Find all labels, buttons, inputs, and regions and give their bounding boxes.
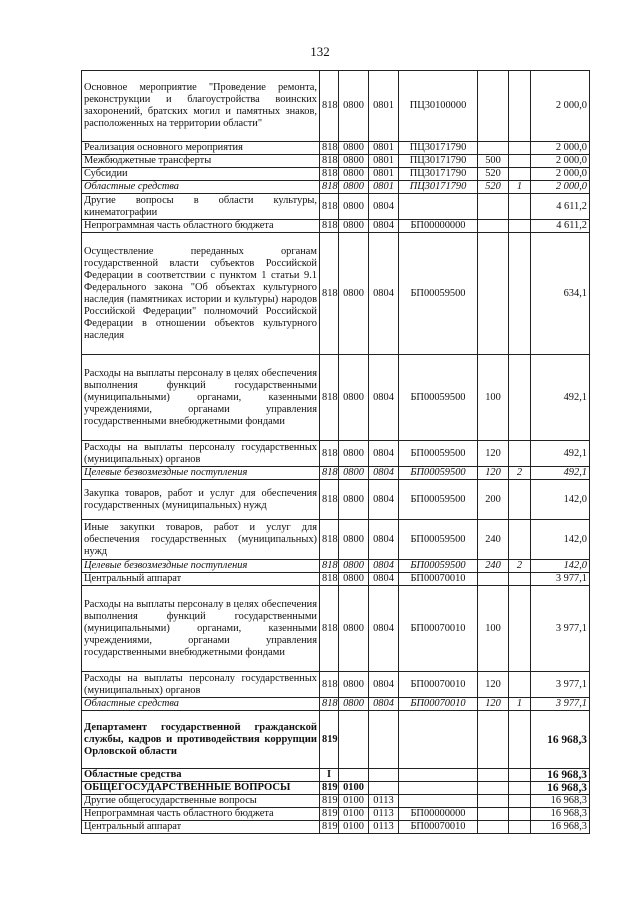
page-number: 132 [310, 44, 330, 59]
admin-code-cell: 818 [320, 672, 339, 698]
admin-code-cell: 819 [320, 782, 339, 795]
subsection-code-cell: 0804 [369, 586, 399, 672]
funding-source-cell [509, 573, 531, 586]
target-article-cell: ПЦ30171790 [399, 155, 478, 168]
expense-name-cell: Департамент государственной гражданской службы, кадров и противодействия коррупции Орловской области [82, 711, 320, 769]
amount-cell: 16 968,3 [531, 769, 590, 782]
target-article-cell: ПЦ30171790 [399, 142, 478, 155]
amount-cell: 142,0 [531, 480, 590, 520]
admin-code-cell: 818 [320, 142, 339, 155]
subsection-code-cell: 0804 [369, 480, 399, 520]
target-article-cell: ПЦ30100000 [399, 71, 478, 142]
expense-type-cell: 120 [478, 467, 509, 480]
target-article-cell: БП00059500 [399, 520, 478, 560]
target-article-cell: БП00070010 [399, 672, 478, 698]
funding-source-cell [509, 233, 531, 355]
expense-type-cell [478, 808, 509, 821]
amount-cell: 4 611,2 [531, 194, 590, 220]
expense-name-cell: Другие общегосударственные вопросы [82, 795, 320, 808]
funding-source-cell [509, 782, 531, 795]
admin-code-cell: 818 [320, 233, 339, 355]
expense-type-cell: 100 [478, 355, 509, 441]
target-article-cell: БП00070010 [399, 821, 478, 834]
expense-type-cell [478, 711, 509, 769]
target-article-cell: БП00000000 [399, 220, 478, 233]
section-code-cell: 0100 [339, 795, 369, 808]
section-code-cell: 0800 [339, 586, 369, 672]
section-code-cell: 0800 [339, 220, 369, 233]
table-row [82, 155, 590, 168]
table-row [82, 233, 590, 355]
admin-code-cell: 819 [320, 808, 339, 821]
table-row [82, 782, 590, 795]
admin-code-cell: 819 [320, 821, 339, 834]
table-row [82, 560, 590, 573]
funding-source-cell: 1 [509, 181, 531, 194]
funding-source-cell [509, 194, 531, 220]
amount-cell: 16 968,3 [531, 795, 590, 808]
subsection-code-cell: 0113 [369, 808, 399, 821]
funding-source-cell [509, 672, 531, 698]
subsection-code-cell [369, 711, 399, 769]
target-article-cell [399, 769, 478, 782]
expense-type-cell [478, 71, 509, 142]
admin-code-cell: 818 [320, 441, 339, 467]
subsection-code-cell [369, 782, 399, 795]
expense-type-cell [478, 220, 509, 233]
section-code-cell: 0800 [339, 71, 369, 142]
amount-cell: 4 611,2 [531, 220, 590, 233]
subsection-code-cell: 0804 [369, 520, 399, 560]
funding-source-cell [509, 220, 531, 233]
section-code-cell: 0800 [339, 355, 369, 441]
funding-source-cell [509, 808, 531, 821]
amount-cell: 16 968,3 [531, 808, 590, 821]
expense-type-cell [478, 821, 509, 834]
target-article-cell: БП00000000 [399, 808, 478, 821]
table-row [82, 441, 590, 467]
table-row [82, 586, 590, 672]
expense-type-cell [478, 795, 509, 808]
target-article-cell: БП00070010 [399, 586, 478, 672]
section-code-cell: 0100 [339, 821, 369, 834]
expense-name-cell: ОБЩЕГОСУДАРСТВЕННЫЕ ВОПРОСЫ [82, 782, 320, 795]
expense-type-cell: 200 [478, 480, 509, 520]
expense-type-cell [478, 573, 509, 586]
subsection-code-cell [369, 769, 399, 782]
funding-source-cell: 1 [509, 698, 531, 711]
section-code-cell: 0800 [339, 573, 369, 586]
admin-code-cell: 818 [320, 573, 339, 586]
section-code-cell: 0800 [339, 520, 369, 560]
funding-source-cell: 2 [509, 560, 531, 573]
expense-type-cell: 120 [478, 441, 509, 467]
table-row [82, 808, 590, 821]
expense-name-cell: Реализация основного мероприятия [82, 142, 320, 155]
section-code-cell: 0800 [339, 233, 369, 355]
expense-name-cell: Расходы на выплаты персоналу государственных (муниципальных) органов [82, 672, 320, 698]
expense-name-cell: Осуществление переданных органам государственной власти субъектов Российской Федерации в соответствии с пунктом 1 статьи 9.1 Федерального закона "Об объектах культурного наследия (памятниках истории и культуры) народов Российской Федерации" полномочий Российской Федерации в отношении объектов культурного наследия [82, 233, 320, 355]
expense-name-cell: Центральный аппарат [82, 821, 320, 834]
amount-cell: 2 000,0 [531, 168, 590, 181]
subsection-code-cell: 0804 [369, 698, 399, 711]
table-row [82, 821, 590, 834]
target-article-cell [399, 711, 478, 769]
subsection-code-cell: 0804 [369, 573, 399, 586]
admin-code-cell: 818 [320, 467, 339, 480]
expense-name-cell: Непрограммная часть областного бюджета [82, 808, 320, 821]
target-article-cell: БП00059500 [399, 480, 478, 520]
admin-code-cell: 819 [320, 795, 339, 808]
amount-cell: 3 977,1 [531, 573, 590, 586]
amount-cell: 2 000,0 [531, 142, 590, 155]
admin-code-cell: 818 [320, 586, 339, 672]
target-article-cell: БП00059500 [399, 233, 478, 355]
expense-name-cell: Центральный аппарат [82, 573, 320, 586]
admin-code-cell: 819 [320, 711, 339, 769]
section-code-cell: 0800 [339, 155, 369, 168]
funding-source-cell [509, 355, 531, 441]
expense-type-cell: 520 [478, 168, 509, 181]
section-code-cell: 0800 [339, 441, 369, 467]
funding-source-cell [509, 586, 531, 672]
admin-code-cell: 818 [320, 560, 339, 573]
expense-type-cell [478, 782, 509, 795]
subsection-code-cell: 0804 [369, 441, 399, 467]
subsection-code-cell: 0113 [369, 821, 399, 834]
expense-name-cell: Расходы на выплаты персоналу в целях обеспечения выполнения функций государственными (муниципальными) органами, казенными учреждениями, органами управления государственными внебюджетными фондами [82, 355, 320, 441]
table-row [82, 769, 590, 782]
expense-type-cell: 500 [478, 155, 509, 168]
amount-cell: 16 968,3 [531, 821, 590, 834]
subsection-code-cell: 0113 [369, 795, 399, 808]
target-article-cell: БП00059500 [399, 560, 478, 573]
table-row [82, 168, 590, 181]
amount-cell: 634,1 [531, 233, 590, 355]
expense-name-cell: Целевые безвозмездные поступления [82, 467, 320, 480]
funding-source-cell: 2 [509, 467, 531, 480]
funding-source-cell [509, 520, 531, 560]
expense-name-cell: Целевые безвозмездные поступления [82, 560, 320, 573]
amount-cell: 2 000,0 [531, 155, 590, 168]
section-code-cell: 0800 [339, 181, 369, 194]
admin-code-cell: 818 [320, 194, 339, 220]
table-row [82, 672, 590, 698]
expense-type-cell: 240 [478, 560, 509, 573]
expense-name-cell: Областные средства [82, 698, 320, 711]
funding-source-cell [509, 795, 531, 808]
table-row [82, 220, 590, 233]
admin-code-cell: 818 [320, 71, 339, 142]
table-row [82, 480, 590, 520]
funding-source-cell [509, 480, 531, 520]
amount-cell: 492,1 [531, 467, 590, 480]
subsection-code-cell: 0804 [369, 355, 399, 441]
funding-source-cell [509, 769, 531, 782]
section-code-cell: 0800 [339, 194, 369, 220]
funding-source-cell [509, 441, 531, 467]
expense-type-cell: 520 [478, 181, 509, 194]
subsection-code-cell: 0804 [369, 467, 399, 480]
expense-type-cell [478, 769, 509, 782]
target-article-cell: БП00070010 [399, 573, 478, 586]
expense-type-cell [478, 142, 509, 155]
amount-cell: 3 977,1 [531, 586, 590, 672]
table-row [82, 573, 590, 586]
admin-code-cell: 818 [320, 168, 339, 181]
expense-type-cell: 240 [478, 520, 509, 560]
table-row [82, 142, 590, 155]
subsection-code-cell: 0804 [369, 233, 399, 355]
table-row [82, 355, 590, 441]
admin-code-cell: 818 [320, 181, 339, 194]
subsection-code-cell: 0801 [369, 168, 399, 181]
expense-type-cell [478, 194, 509, 220]
target-article-cell [399, 194, 478, 220]
expense-type-cell: 120 [478, 698, 509, 711]
funding-source-cell [509, 711, 531, 769]
amount-cell: 16 968,3 [531, 782, 590, 795]
subsection-code-cell: 0804 [369, 194, 399, 220]
expense-name-cell: Другие вопросы в области культуры, кинематографии [82, 194, 320, 220]
expense-name-cell: Расходы на выплаты персоналу государственных (муниципальных) органов [82, 441, 320, 467]
table-row [82, 698, 590, 711]
amount-cell: 2 000,0 [531, 71, 590, 142]
amount-cell: 492,1 [531, 355, 590, 441]
target-article-cell: БП00059500 [399, 441, 478, 467]
subsection-code-cell: 0801 [369, 71, 399, 142]
expense-type-cell: 100 [478, 586, 509, 672]
target-article-cell [399, 782, 478, 795]
section-code-cell: 0800 [339, 467, 369, 480]
table-row [82, 194, 590, 220]
funding-source-cell [509, 821, 531, 834]
table-row [82, 181, 590, 194]
target-article-cell: БП00059500 [399, 467, 478, 480]
amount-cell: 142,0 [531, 560, 590, 573]
subsection-code-cell: 0801 [369, 155, 399, 168]
expense-type-cell [478, 233, 509, 355]
budget-table-body [82, 71, 590, 834]
amount-cell: 492,1 [531, 441, 590, 467]
expense-name-cell: Областные средства [82, 769, 320, 782]
section-code-cell: 0100 [339, 808, 369, 821]
expense-name-cell: Субсидии [82, 168, 320, 181]
target-article-cell: ПЦ30171790 [399, 181, 478, 194]
funding-source-cell [509, 168, 531, 181]
subsection-code-cell: 0801 [369, 181, 399, 194]
table-row [82, 795, 590, 808]
admin-code-cell: 818 [320, 220, 339, 233]
target-article-cell: ПЦ30171790 [399, 168, 478, 181]
admin-code-cell: 818 [320, 520, 339, 560]
target-article-cell: БП00070010 [399, 698, 478, 711]
admin-code-cell: I [320, 769, 339, 782]
section-code-cell [339, 711, 369, 769]
subsection-code-cell: 0804 [369, 220, 399, 233]
amount-cell: 3 977,1 [531, 672, 590, 698]
subsection-code-cell: 0801 [369, 142, 399, 155]
admin-code-cell: 818 [320, 155, 339, 168]
amount-cell: 3 977,1 [531, 698, 590, 711]
expense-name-cell: Областные средства [82, 181, 320, 194]
admin-code-cell: 818 [320, 480, 339, 520]
expense-name-cell: Расходы на выплаты персоналу в целях обеспечения выполнения функций государственными (муниципальными) органами, казенными учреждениями, органами управления государственными внебюджетными фондами [82, 586, 320, 672]
section-code-cell: 0100 [339, 782, 369, 795]
expense-name-cell: Закупка товаров, работ и услуг для обеспечения государственных (муниципальных) нужд [82, 480, 320, 520]
funding-source-cell [509, 155, 531, 168]
funding-source-cell [509, 142, 531, 155]
section-code-cell: 0800 [339, 168, 369, 181]
funding-source-cell [509, 71, 531, 142]
table-row [82, 467, 590, 480]
target-article-cell: БП00059500 [399, 355, 478, 441]
section-code-cell: 0800 [339, 560, 369, 573]
table-row [82, 520, 590, 560]
target-article-cell [399, 795, 478, 808]
amount-cell: 142,0 [531, 520, 590, 560]
table-row [82, 71, 590, 142]
budget-table [81, 70, 590, 834]
section-code-cell: 0800 [339, 142, 369, 155]
admin-code-cell: 818 [320, 698, 339, 711]
expense-name-cell: Межбюджетные трансферты [82, 155, 320, 168]
expense-type-cell: 120 [478, 672, 509, 698]
expense-name-cell: Основное мероприятие "Проведение ремонта, реконструкции и благоустройства воинских захоронений, братских могил и памятных знаков, расположенных на территории области" [82, 71, 320, 142]
amount-cell: 2 000,0 [531, 181, 590, 194]
admin-code-cell: 818 [320, 355, 339, 441]
amount-cell: 16 968,3 [531, 711, 590, 769]
section-code-cell [339, 769, 369, 782]
subsection-code-cell: 0804 [369, 560, 399, 573]
section-code-cell: 0800 [339, 480, 369, 520]
section-code-cell: 0800 [339, 698, 369, 711]
table-row [82, 711, 590, 769]
subsection-code-cell: 0804 [369, 672, 399, 698]
expense-name-cell: Иные закупки товаров, работ и услуг для обеспечения государственных (муниципальных) нужд [82, 520, 320, 560]
expense-name-cell: Непрограммная часть областного бюджета [82, 220, 320, 233]
section-code-cell: 0800 [339, 672, 369, 698]
